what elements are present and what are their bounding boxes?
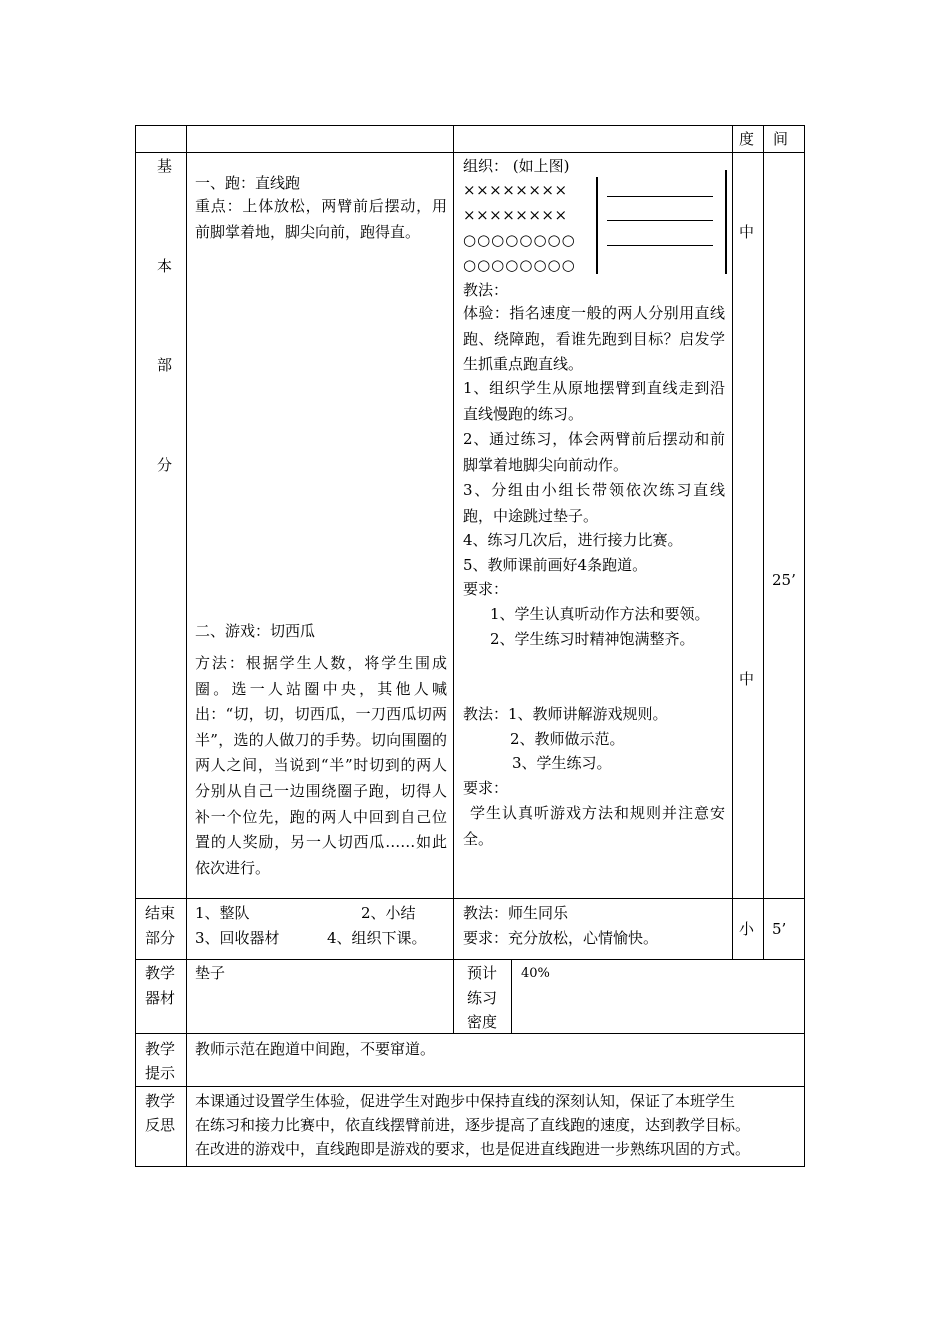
requirement-label: 要求： — [463, 580, 509, 598]
reflection-label: 教学 — [145, 1092, 176, 1110]
game-title: 二、游戏：切西瓜 — [195, 622, 316, 640]
formation-row: ○○○○○○○○ — [463, 231, 576, 249]
ending-intensity: 小 — [739, 920, 755, 938]
equipment-value: 垫子 — [195, 964, 226, 982]
density-label: 密度 — [467, 1013, 498, 1031]
game-method-item: 教法：1、教师讲解游戏规则。 — [463, 705, 668, 723]
time-value: 25’ — [772, 571, 796, 589]
ending-item: 1、整队 — [195, 904, 250, 922]
lane-line — [607, 196, 713, 197]
density-value: 40% — [521, 966, 550, 981]
ending-time: 5’ — [772, 920, 787, 938]
game-requirement: 学生认真听游戏方法和规则并注意安全。 — [463, 804, 725, 848]
ending-item: 3、回收器材 — [195, 929, 280, 947]
game-requirement-label: 要求： — [463, 779, 509, 797]
ending-requirement: 要求：充分放松，心情愉快。 — [463, 929, 659, 947]
ending-label: 结束 — [145, 904, 176, 922]
start-line — [596, 177, 598, 274]
reflection-line: 在改进的游戏中，直线跑即是游戏的要求，也是促进直线跑进一步熟练巩固的方式。 — [195, 1140, 751, 1158]
header-intensity: 度 — [739, 130, 755, 148]
reflection-label: 反思 — [145, 1116, 176, 1134]
run-title: 一、跑：直线跑 — [195, 174, 301, 192]
intensity-value: 中 — [739, 670, 755, 688]
game-method-item: 2、教师做示范。 — [510, 730, 625, 748]
tips-value: 教师示范在跑道中间跑，不要窜道。 — [195, 1040, 436, 1058]
game-method: 方法：根据学生人数，将学生围成圈。选一人站圈中央，其他人喊出：“切，切，切西瓜，一刀西瓜切两半”，选的人做刀的手势。切向围圈的两人之间，当说到“半”时切到的两人分别从自己一边围绕圈子跑，切得人补一个位先，跑的两人中回到自己位置的人奖励，另一人切西瓜……如此依次进行。 — [195, 654, 447, 877]
formation-row: ×××××××× — [463, 181, 568, 199]
formation-row: ○○○○○○○○ — [463, 256, 576, 274]
ending-label: 部分 — [145, 929, 176, 947]
formation-row: ×××××××× — [463, 206, 568, 224]
step-item: 5、教师课前画好4条跑道。 — [463, 556, 648, 574]
section-label-char: 部 — [157, 356, 173, 374]
density-label: 练习 — [467, 989, 498, 1007]
lane-line — [607, 220, 713, 221]
density-label: 预计 — [467, 964, 498, 982]
equipment-label: 教学 — [145, 964, 176, 982]
step-item: 4、练习几次后，进行接力比赛。 — [463, 531, 683, 549]
section-label-char: 分 — [157, 456, 173, 474]
game-method-item: 3、学生练习。 — [512, 754, 612, 772]
finish-line — [725, 170, 727, 274]
step-item: 3、分组由小组长带领依次练习直线跑，中途跳过垫子。 — [463, 481, 725, 525]
run-key-point: 重点：上体放松，两臂前后摆动，用前脚掌着地，脚尖向前，跑得直。 — [195, 197, 447, 241]
tips-label: 教学 — [145, 1040, 176, 1058]
lane-line — [607, 245, 713, 246]
ending-item: 4、组织下课。 — [327, 929, 427, 947]
ending-item: 2、小结 — [361, 904, 416, 922]
section-label-char: 基 — [157, 157, 173, 175]
reflection-line: 本课通过设置学生体验，促进学生对跑步中保持直线的深刻认知，保证了本班学生 — [195, 1092, 736, 1110]
equipment-label: 器材 — [145, 989, 176, 1007]
reflection-line: 在练习和接力比赛中，依直线摆臂前进，逐步提高了直线跑的速度，达到教学目标。 — [195, 1116, 751, 1134]
organization-title: 组织： (如上图) — [463, 157, 570, 175]
intensity-value: 中 — [739, 223, 755, 241]
header-time: 间 — [773, 130, 789, 148]
tips-label: 提示 — [145, 1064, 176, 1082]
method-label: 教法： — [463, 281, 509, 299]
ending-method: 教法：师生同乐 — [463, 904, 569, 922]
step-item: 1、组织学生从原地摆臂到直线走到沿直线慢跑的练习。 — [463, 379, 725, 423]
section-label-char: 本 — [157, 257, 173, 275]
experience-text: 体验：指名速度一般的两人分别用直线跑、绕障跑，看谁先跑到目标？启发学生抓重点跑直线。 — [463, 304, 725, 374]
requirement-item: 2、学生练习时精神饱满整齐。 — [490, 630, 695, 648]
requirement-item: 1、学生认真听动作方法和要领。 — [490, 605, 710, 623]
step-item: 2、通过练习，体会两臂前后摆动和前脚掌着地脚尖向前动作。 — [463, 430, 725, 474]
